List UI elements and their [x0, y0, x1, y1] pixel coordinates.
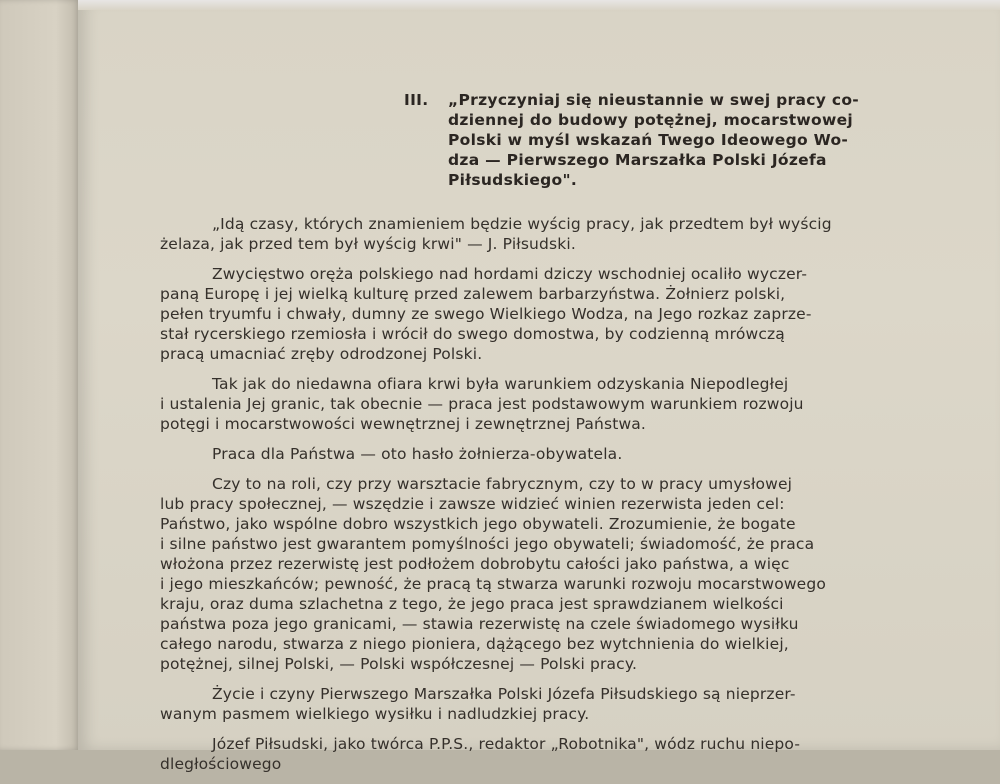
text-line: potęgi i mocarstwowości wewnętrznej i zewnętrznej Państwa.	[160, 415, 646, 433]
text-line: i silne państwo jest gwarantem pomyślności jego obywateli; świadomość, że praca	[160, 535, 815, 553]
text-line: całego narodu, stwarza z niego pioniera, dążącego bez wytchnienia do wielkiej,	[160, 635, 789, 653]
heading-line: Polski w myśl wskazań Twego Ideowego Wo-	[448, 131, 849, 149]
text-line: stał rycerskiego rzemiosła i wrócił do swego domostwa, by codzienną mrówczą	[160, 325, 785, 343]
heading-line: „Przyczyniaj się nieustannie w swej pracy co-	[448, 91, 860, 109]
text-line: pełen tryumfu i chwały, dumny ze swego Wielkiego Wodza, na Jego rozkaz zaprze-	[160, 305, 812, 323]
body-text	[160, 214, 900, 784]
section-number: III.	[404, 91, 429, 109]
text-line: kraju, oraz duma szlachetna z tego, że jego praca jest sprawdzianem wielkości	[160, 595, 784, 613]
text-line: Józef Piłsudski, jako twórca P.P.S., redaktor „Robotnika", wódz ruchu niepo-	[212, 735, 801, 753]
text-line: Tak jak do niedawna ofiara krwi była warunkiem odzyskania Niepodległej	[212, 375, 789, 393]
text-line: lub pracy społecznej, — wszędzie i zawsze widzieć winien rezerwista jeden cel:	[160, 495, 785, 513]
text-line: i ustalenia Jej granic, tak obecnie — praca jest podstawowym warunkiem rozwoju	[160, 395, 804, 413]
left-page	[0, 0, 80, 750]
text-line: państwa poza jego granicami, — stawia rezerwistę na czele świadomego wysiłku	[160, 615, 799, 633]
paragraph	[160, 444, 900, 464]
text-line: wanym pasmem wielkiego wysiłku i nadludzkiej pracy.	[160, 705, 590, 723]
text-line: Czy to na roli, czy przy warsztacie fabrycznym, czy to w pracy umysłowej	[212, 475, 793, 493]
paragraph	[160, 734, 900, 774]
text-line: dległościowego	[160, 755, 282, 773]
text-line: i jego mieszkańców; pewność, że pracą tą stwarza warunki rozwoju mocarstwowego	[160, 575, 826, 593]
section-title	[448, 90, 874, 190]
text-line: pracą umacniać zręby odrodzonej Polski.	[160, 345, 483, 363]
text-line: Praca dla Państwa — oto hasło żołnierza-obywatela.	[212, 445, 623, 463]
paragraph	[160, 474, 900, 674]
section-heading	[404, 90, 874, 190]
text-line: paną Europę i jej wielką kulturę przed zalewem barbarzyństwa. Żołnierz polski,	[160, 285, 786, 303]
heading-line: dza — Pierwszego Marszałka Polski Józefa	[448, 151, 827, 169]
text-line: żelaza, jak przed tem był wyścig krwi" — J. Piłsudski.	[160, 235, 576, 253]
text-line: Życie i czyny Pierwszego Marszałka Polski Józefa Piłsudskiego są nieprzer-	[212, 685, 796, 703]
heading-line: dziennej do budowy potężnej, mocarstwowej	[448, 111, 854, 129]
heading-line: Piłsudskiego".	[448, 171, 578, 189]
paragraph	[160, 684, 900, 724]
text-line: Zwycięstwo oręża polskiego nad hordami dziczy wschodniej ocaliło wyczer-	[212, 265, 808, 283]
paragraph	[160, 264, 900, 364]
paragraph	[160, 374, 900, 434]
text-line: „Idą czasy, których znamieniem będzie wyścig pracy, jak przedtem był wyścig	[212, 215, 832, 233]
text-line: włożona przez rezerwistę jest podłożem dobrobytu całości jako państwa, a więc	[160, 555, 790, 573]
text-line: Państwo, jako wspólne dobro wszystkich jego obywateli. Zrozumienie, że bogate	[160, 515, 796, 533]
page-top-edge	[78, 0, 1000, 10]
paragraph-quote	[160, 214, 900, 254]
text-line: potężnej, silnej Polski, — Polski współczesnej — Polski pracy.	[160, 655, 638, 673]
